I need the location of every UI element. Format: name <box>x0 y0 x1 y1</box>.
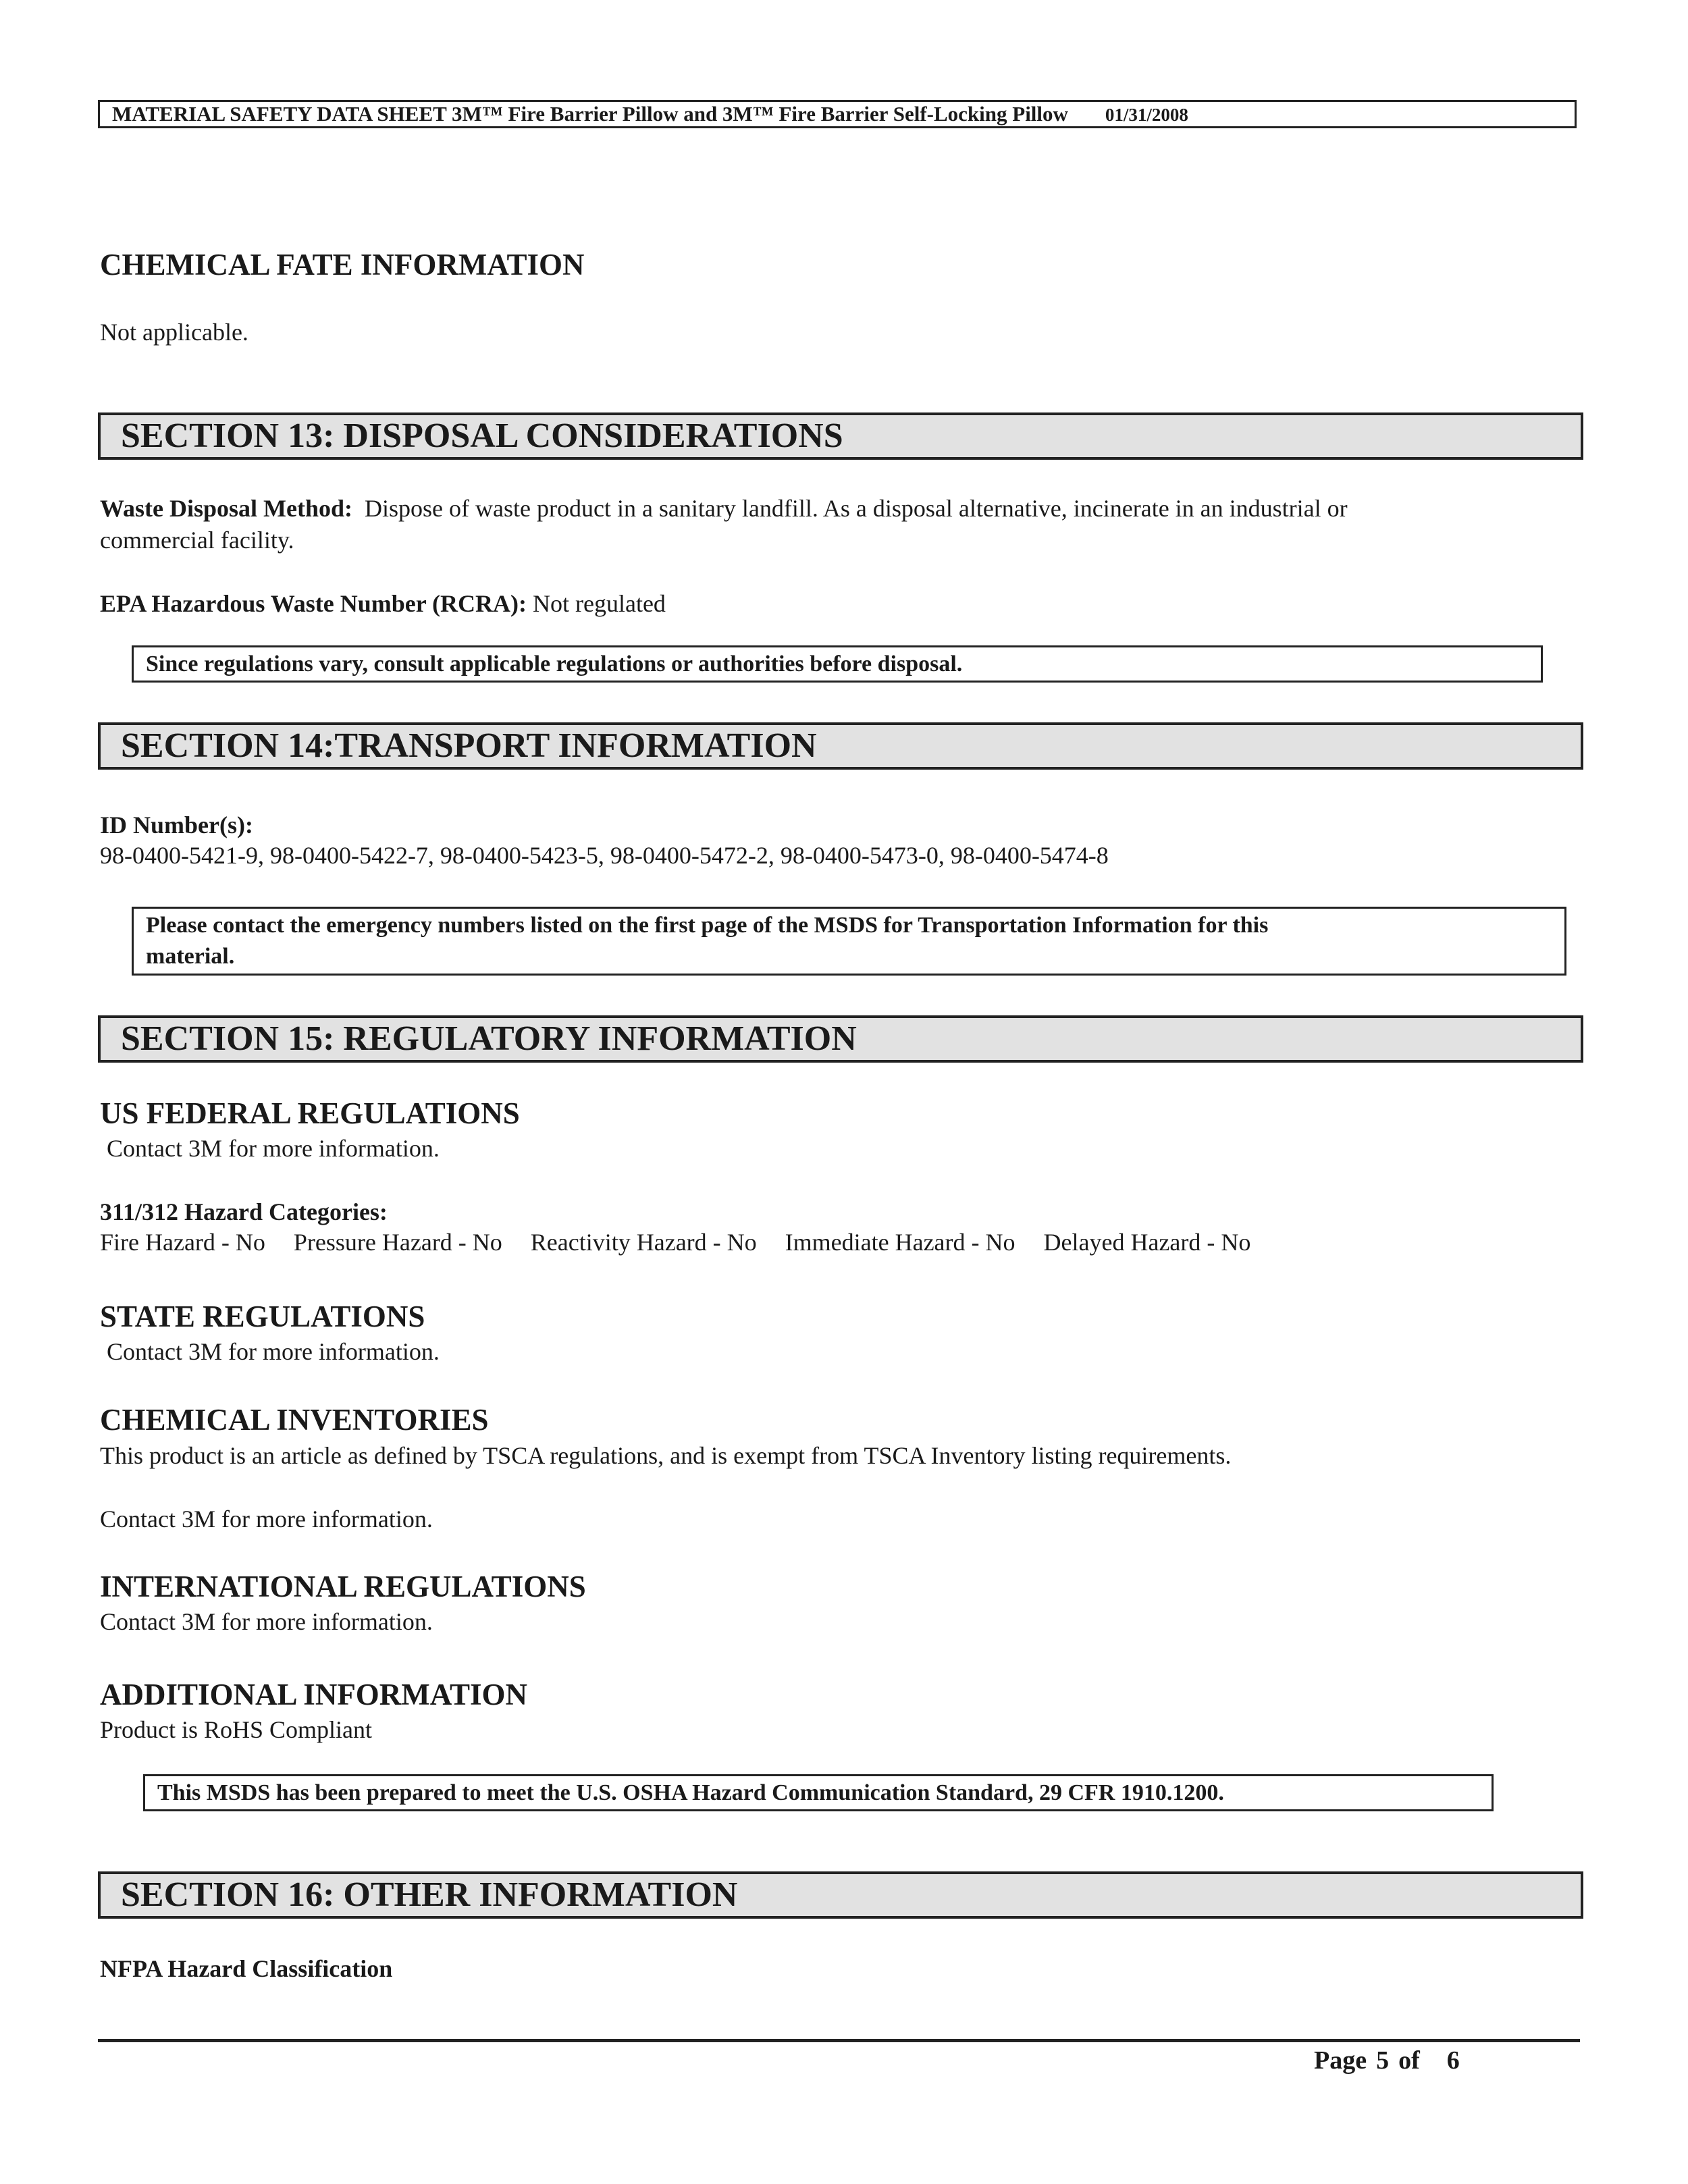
reactivity-hazard: Reactivity Hazard - No <box>530 1229 757 1256</box>
transport-note-line-1: Please contact the emergency numbers listed on the first page of the MSDS for Transportation Information for this <box>146 913 1269 938</box>
waste-disposal-line-1 <box>100 492 1348 525</box>
us-federal-text: Contact 3M for more information. <box>107 1135 440 1162</box>
page-number: 5 <box>1376 2046 1390 2075</box>
waste-disposal-line-2: commercial facility. <box>100 527 294 554</box>
chemical-inventories-text: This product is an article as defined by TSCA regulations, and is exempt from TSCA Inventory listing requirements. <box>100 1442 1232 1469</box>
document-header <box>98 100 1577 128</box>
disposal-note: Since regulations vary, consult applicable regulations or authorities before disposal. <box>146 651 963 676</box>
id-numbers-values: 98-0400-5421-9, 98-0400-5422-7, 98-0400-5423-5, 98-0400-5472-2, 98-0400-5473-0, 98-0400-5474-8 <box>100 842 1109 869</box>
osha-note: This MSDS has been prepared to meet the U.S. OSHA Hazard Communication Standard, 29 CFR 1910.1200. <box>157 1780 1224 1805</box>
chemical-fate-heading: CHEMICAL FATE INFORMATION <box>100 248 585 282</box>
transport-note-box <box>132 907 1566 976</box>
section-13-header: SECTION 13: DISPOSAL CONSIDERATIONS <box>98 412 1583 460</box>
fire-hazard: Fire Hazard - No <box>100 1229 265 1256</box>
section-15-header: SECTION 15: REGULATORY INFORMATION <box>98 1015 1583 1063</box>
pressure-hazard: Pressure Hazard - No <box>293 1229 502 1256</box>
chemical-fate-text: Not applicable. <box>100 319 248 346</box>
epa-waste-number <box>100 587 666 620</box>
additional-information-heading: ADDITIONAL INFORMATION <box>100 1678 527 1711</box>
osha-note-box <box>143 1774 1494 1811</box>
us-federal-heading: US FEDERAL REGULATIONS <box>100 1096 520 1130</box>
hazard-categories-list <box>100 1226 1279 1258</box>
total-pages: 6 <box>1446 2046 1460 2075</box>
transport-note-line-2: material. <box>146 944 235 969</box>
additional-information-text: Product is RoHS Compliant <box>100 1716 373 1743</box>
immediate-hazard: Immediate Hazard - No <box>785 1229 1016 1256</box>
page-word: Page <box>1314 2046 1367 2075</box>
section-14-header: SECTION 14:TRANSPORT INFORMATION <box>98 722 1583 770</box>
document-title: MATERIAL SAFETY DATA SHEET 3M™ Fire Barrier Pillow and 3M™ Fire Barrier Self-Locking Pillow <box>112 102 1068 126</box>
footer-rule <box>98 2039 1580 2042</box>
chemical-inventories-heading: CHEMICAL INVENTORIES <box>100 1403 489 1437</box>
state-regulations-heading: STATE REGULATIONS <box>100 1300 425 1333</box>
international-regulations-text: Contact 3M for more information. <box>100 1608 433 1635</box>
document-date: 01/31/2008 <box>1105 105 1188 125</box>
nfpa-classification-label: NFPA Hazard Classification <box>100 1955 393 1982</box>
page-footer <box>1314 2043 1469 2078</box>
chemical-inventories-contact: Contact 3M for more information. <box>100 1506 433 1533</box>
international-regulations-heading: INTERNATIONAL REGULATIONS <box>100 1570 586 1603</box>
id-numbers-label: ID Number(s): <box>100 811 253 838</box>
of-word: of <box>1398 2046 1420 2075</box>
state-regulations-text: Contact 3M for more information. <box>107 1338 440 1365</box>
section-16-header: SECTION 16: OTHER INFORMATION <box>98 1871 1583 1919</box>
epa-waste-value: Not regulated <box>533 590 666 617</box>
waste-disposal-text: Dispose of waste product in a sanitary landfill. As a disposal alternative, incinerate in an industrial or <box>365 495 1348 522</box>
disposal-note-box <box>132 645 1543 683</box>
waste-disposal-label: Waste Disposal Method: <box>100 495 353 522</box>
epa-waste-label: EPA Hazardous Waste Number (RCRA): <box>100 590 527 617</box>
hazard-categories-label: 311/312 Hazard Categories: <box>100 1198 388 1225</box>
delayed-hazard: Delayed Hazard - No <box>1043 1229 1251 1256</box>
